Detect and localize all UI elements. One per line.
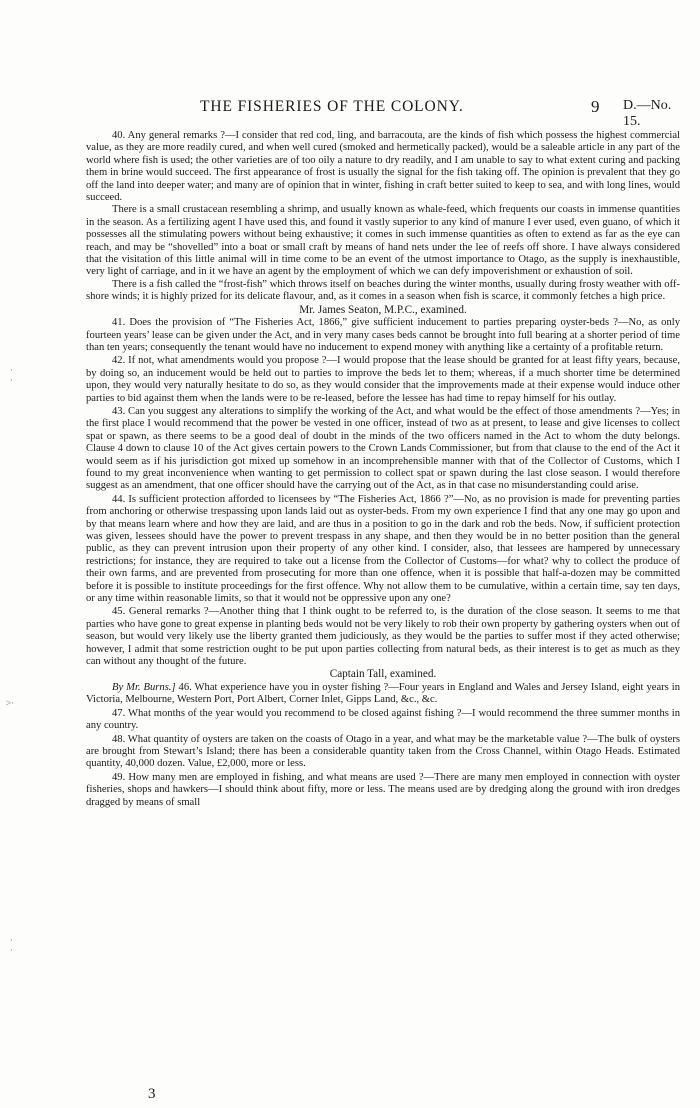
body-paragraph: There is a fish called the “frost-fish” which throws itself on beaches during the winter months, usually during frosty weather with off-shore winds; it is highly prized for its delicate flavour, and, as it comes in a season when fish is scarce, it commonly fetches a high price. xyxy=(86,278,680,303)
signature-mark: 3 xyxy=(148,1086,156,1102)
question-paragraph: 41. Does the provision of “The Fisheries Act, 1866,” give sufficient inducement to parties preparing oyster-beds ?—No, as only fourteen years’ lease can be given under the Act, and in very many cases beds cannot be brought into full bearing at a shorter period of time than ten years; consequently the tenant would have no inducement to expend money with anything like a certainty of a profitable return. xyxy=(86,317,680,353)
question-paragraph: 44. Is sufficient protection afforded to licensees by “The Fisheries Act, 1866 ?”—No, as no provision is made for preventing parties from anchoring or otherwise trespassing upon lands laid out as oyster-beds. From my own experience I find that any one may go upon and by that means learn where and how they are laid, and are thus in a position to go in the dark and rob the beds. Now, if sufficient protection was given, lessees should have the power to prevent trespass in any shape, and then they would be in no better position than the general public, as they can prevent intrusion upon their property of any other kind. I consider, also, that lessees are hampered by unnecessary restrictions; for instance, they are required to take out a license from the Collector of Customs—for what? why to collect the produce of their own farms, and are prevented from prosecuting for more than one offence, when it is possible that half-a-dozen may be committed before it is possible to institute proceedings for the first offence. Why not allow them to be cumulative, within a certain time, say ten days, or any time within reasonable limits, so that it would not be oppressive upon any one? xyxy=(86,493,680,605)
question-paragraph: 49. How many men are employed in fishing, and what means are used ?—There are many men employed in connection with oyster fisheries, shops and hawkers—I should think about fifty, more or less. The means used are by dredging along the ground with iron dredges dragged by means of small xyxy=(86,771,680,808)
speaker-label: By Mr. Burns.] xyxy=(112,681,176,693)
section-heading: Mr. James Seaton, M.P.C., examined. xyxy=(299,303,467,316)
question-paragraph xyxy=(86,682,680,707)
page-header xyxy=(60,97,690,129)
question-paragraph: 45. General remarks ?—Another thing that I think ought to be referred to, is the duration of the close season. It seems to me that parties who have gone to great expense in planting beds would not be very likely to rob their own property by gathering oysters when out of season, but would very likely use the liberty granted them judiciously, as they would be the parties to suffer most if they acted otherwise; however, I admit that some restriction ought to be put upon parties collecting from natural beds, as their interest is to get as much as they can without any thought of the future. xyxy=(86,606,680,668)
document-reference: D.—No. 15. xyxy=(623,98,672,129)
running-title: THE FISHERIES OF THE COLONY. xyxy=(200,98,464,115)
margin-mark: >· xyxy=(6,698,15,708)
margin-mark: · · xyxy=(10,935,13,955)
body-paragraph: There is a small crustacean resembling a shrimp, and usually known as whale-feed, which frequents our coasts in immense quantities in the season. As a fertilizing agent I have used this, and found it vastly superior to any kind of manure I ever used, even guano, of which it possesses all the stimulating powers without being exhaustive; it comes in such immense quantities as often to extend as far as the eye can reach, and may be “shovelled” into a boat or small craft by means of hand nets under the lee of reefs off shore. I have always considered that the visitation of this little animal will in time come to be an event of the utmost importance to Otago, as the supply is inexhaustible, very light of carriage, and in it we have an agent by the employment of which we can defy impoverishment or exhaustion of soil. xyxy=(86,204,680,278)
section-heading: Captain Tall, examined. xyxy=(329,668,437,681)
question-paragraph: 47. What months of the year would you recommend to be closed against fishing ?—I would recommend the three summer months in any country. xyxy=(86,707,680,732)
question-paragraph: 42. If not, what amendments would you propose ?—I would propose that the lease should be granted for at least fifty years, because, by doing so, an inducement would be held out to parties to improve the beds let to them; whereas, if a much shorter time be determined upon, they would very naturally hesitate to do so, as they would consider that the improvements made at their expense would induce other parties to bid against them when the lands were to be re-leased, before the lessee has had time to repay himself for his outlay. xyxy=(86,355,680,404)
question-paragraph: 40. Any general remarks ?—I consider that red cod, ling, and barracouta, are the kinds of fish which possess the highest commercial value, as they are more readily cured, and when well cured (smoked and hermetically packed), would be a saleable article in any part of the world where fish is used; the other varieties are of too oily a nature to dry readily, and I am unable to say to what extent curing and packing them in brine would succeed. The first appearance of frost is usually the signal for the fish taking off. The opinion is prevalent that they go off the land into deeper water; and many are of opinion that in winter, fishing in craft better suited to keep to sea, and with long lines, would succeed. xyxy=(86,130,680,204)
question-paragraph: 48. What quantity of oysters are taken on the coasts of Otago in a year, and what may be the marketable value ?—The bulk of oysters are brought from Stewart’s Island; there has been a considerable quantity taken from the Cross Channel, within Otago Heads. Estimated quantity, 40,000 dozen. Value, £2,000, more or less. xyxy=(86,733,680,770)
question-paragraph: 43. Can you suggest any alterations to simplify the working of the Act, and what would be the effect of those amendments ?—Yes; in the first place I would recommend that the power be vested in one officer, instead of two as at present, to lease and give licenses to collect spat or spawn, as there seems to be a good deal of doubt in the minds of the two officers named in the Act to whom the duty belongs. Clause 4 down to clause 10 of the Act gives certain powers to the Crown Lands Commissioner, but from that clause to the end of the Act it would seem as if his jurisdiction got mixed up somehow in an incomprehensible manner with that of the Collector of Customs, which I found to my great inconvenience when wanting to get permission to collect spat or spawn during the last close season. I would therefore suggest as an amendment, that one officer should have the carrying out of the Act, as in that case no misunderstanding could arise. xyxy=(86,405,680,492)
paragraph-text: 46. What experience have you in oyster fishing ?—Four years in England and Wales and Jersey Island, eight years in Victoria, Melbourne, Western Port, Port Albert, Corner Inlet, Gipps Land, &c., &c. xyxy=(86,681,680,706)
page-number: 9 xyxy=(591,97,600,116)
body-text xyxy=(86,129,680,809)
margin-mark: · · xyxy=(10,365,13,385)
